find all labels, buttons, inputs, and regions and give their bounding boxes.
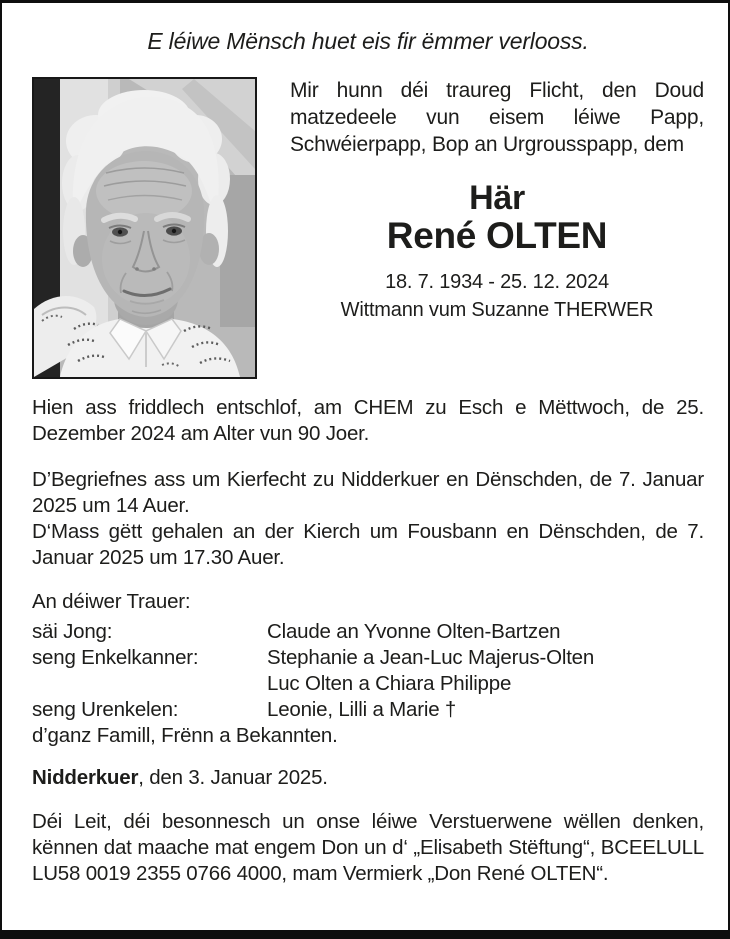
mourner-names: Luc Olten a Chiara Philippe: [267, 672, 512, 695]
portrait-photo: [32, 77, 257, 379]
place-date-line: [32, 765, 704, 791]
death-paragraph: Hien ass friddlech entschlof, am CHEM zu Esch e Mëttwoch, de 25. Dezember 2024 am Alter vun 90 Joer.: [32, 396, 704, 445]
mourner-names: Stephanie a Jean-Luc Majerus-Olten: [267, 646, 595, 669]
honorific: Här: [469, 179, 525, 217]
place-date-rest: , den 3. Januar 2025.: [138, 766, 328, 789]
top-row: [32, 77, 704, 379]
name-block: [290, 180, 704, 322]
mourner-label: seng Enkelkanner:: [32, 646, 199, 669]
deceased-name: René OLTEN: [386, 215, 608, 256]
place-name: Nidderkuer: [32, 766, 139, 789]
notice-content: [2, 3, 728, 887]
spouse-line: Wittmann vum Suzanne THERWER: [340, 299, 654, 321]
mourning-header: An déiwer Trauer:: [32, 590, 191, 613]
portrait-photo-illustration: [34, 79, 255, 377]
intro-column: [290, 77, 704, 322]
donation-paragraph: Déi Leit, déi besonnesch un onse léiwe Verstuerwene wëllen denken, kënnen dat maache mat engem Don un d‘ „Elisabeth Stëftung“, BCEELULL LU58 0019 2355 0766 4000, mam Vermierk „Don René OLTEN“.: [32, 810, 704, 885]
epigraph: E léiwe Mënsch huet eis fir ëmmer verlooss.: [147, 28, 589, 54]
life-dates: 18. 7. 1934 - 25. 12. 2024: [385, 271, 609, 293]
mourner-names: Leonie, Lilli a Marie †: [267, 698, 457, 721]
intro-paragraph: Mir hunn déi traureg Flicht, den Doud matzedeele vun eisem léiwe Papp, Schwéierpapp, Bop an Urgrousspapp, dem: [290, 79, 704, 156]
mourners-list: [32, 619, 704, 723]
notice-body: [32, 395, 704, 887]
funeral-paragraph: D’Begriefnes ass um Kierfecht zu Nidderkuer en Dënschden, de 7. Januar 2025 um 14 Auer.: [32, 468, 704, 517]
mourner-label: säi Jong:: [32, 620, 113, 643]
mourner-label: [32, 671, 267, 697]
family-line: d’ganz Famill, Frënn a Bekannten.: [32, 724, 338, 747]
mass-paragraph: D‘Mass gëtt gehalen an der Kierch um Fousbann en Dënschden, de 7. Januar 2025 um 17.30 Auer.: [32, 520, 704, 569]
mourner-names: Claude an Yvonne Olten-Bartzen: [267, 620, 561, 643]
mourner-label: seng Urenkelen:: [32, 698, 179, 721]
